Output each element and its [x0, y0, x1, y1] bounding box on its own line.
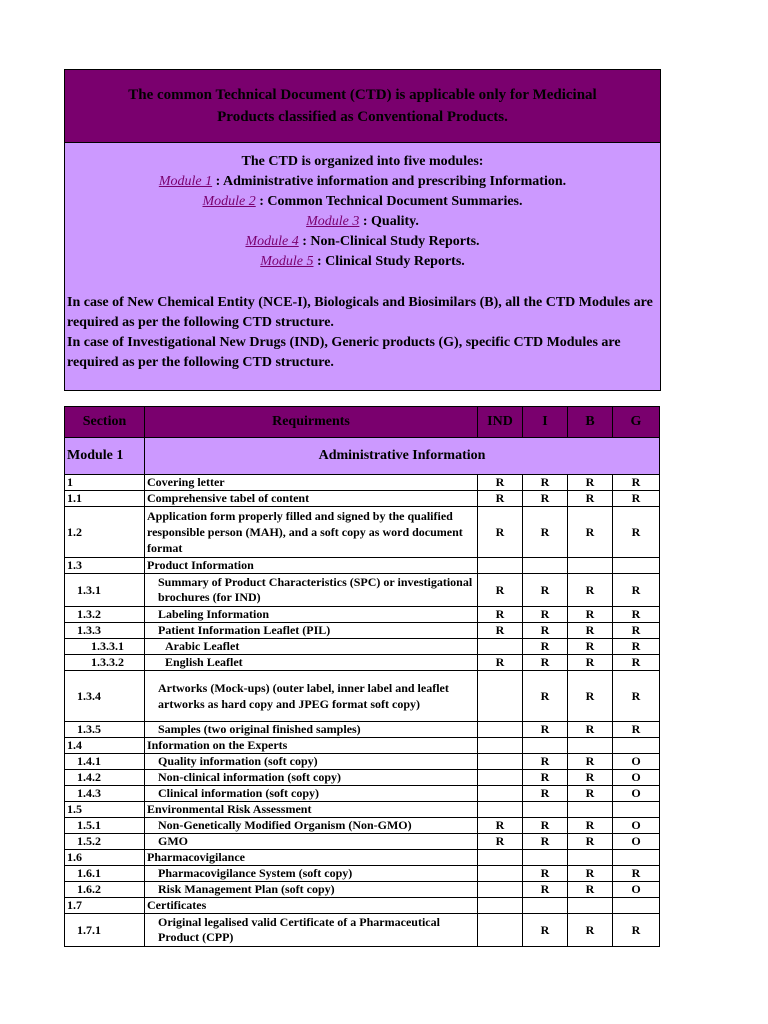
row-requirement: Comprehensive tabel of content	[145, 491, 478, 507]
row-i: R	[523, 866, 568, 882]
module-link[interactable]: Module 2	[202, 194, 256, 209]
row-b: R	[568, 623, 613, 639]
row-section: 1.7	[65, 898, 145, 914]
row-b: R	[568, 786, 613, 802]
row-ind: R	[478, 491, 523, 507]
col-section: Section	[65, 407, 145, 438]
row-ind	[478, 722, 523, 738]
row-g: O	[613, 786, 660, 802]
col-g: G	[613, 407, 660, 438]
row-section: 1.6	[65, 850, 145, 866]
row-requirement: Information on the Experts	[145, 738, 478, 754]
table-row	[65, 574, 660, 607]
row-i	[523, 558, 568, 574]
row-ind: R	[478, 607, 523, 623]
row-i: R	[523, 607, 568, 623]
row-g: R	[613, 507, 660, 558]
module-desc: : Quality.	[359, 214, 419, 229]
row-i: R	[523, 722, 568, 738]
row-requirement: Non-Genetically Modified Organism (Non-GMO)	[145, 818, 478, 834]
row-b: R	[568, 770, 613, 786]
row-ind	[478, 898, 523, 914]
table-row	[65, 475, 660, 491]
row-b: R	[568, 507, 613, 558]
row-section: 1.3.2	[65, 607, 145, 623]
row-section: 1.6.2	[65, 882, 145, 898]
row-b: R	[568, 671, 613, 722]
row-ind	[478, 754, 523, 770]
table-row	[65, 491, 660, 507]
row-ind	[478, 639, 523, 655]
row-b: R	[568, 754, 613, 770]
table-row	[65, 882, 660, 898]
row-b: R	[568, 655, 613, 671]
row-g	[613, 850, 660, 866]
intro-heading: The common Technical Document (CTD) is applicable only for Medicinal Products classified as Conventional Products.	[65, 70, 660, 142]
row-b	[568, 738, 613, 754]
row-g: O	[613, 754, 660, 770]
row-requirement: Product Information	[145, 558, 478, 574]
row-g: O	[613, 834, 660, 850]
row-ind: R	[478, 623, 523, 639]
row-i: R	[523, 574, 568, 607]
row-i	[523, 738, 568, 754]
module-line	[65, 252, 660, 272]
row-i: R	[523, 770, 568, 786]
table-row	[65, 655, 660, 671]
row-g: R	[613, 607, 660, 623]
row-ind	[478, 770, 523, 786]
table-row	[65, 818, 660, 834]
row-g: R	[613, 914, 660, 947]
row-section: 1.3.5	[65, 722, 145, 738]
row-g: R	[613, 671, 660, 722]
note-ind: In case of Investigational New Drugs (IND), Generic products (G), specific CTD Modules are required as per the following CTD structure.	[67, 335, 621, 370]
row-b	[568, 558, 613, 574]
module-link[interactable]: Module 3	[306, 214, 360, 229]
row-b: R	[568, 722, 613, 738]
row-g: R	[613, 722, 660, 738]
table-row	[65, 898, 660, 914]
row-g	[613, 802, 660, 818]
row-requirement: Artworks (Mock-ups) (outer label, inner label and leaflet artworks as hard copy and JPEG format soft copy)	[145, 671, 478, 722]
row-b	[568, 802, 613, 818]
table-row	[65, 558, 660, 574]
row-requirement: Patient Information Leaflet (PIL)	[145, 623, 478, 639]
row-ind	[478, 738, 523, 754]
row-ind: R	[478, 507, 523, 558]
row-i: R	[523, 818, 568, 834]
table-row	[65, 786, 660, 802]
row-b: R	[568, 574, 613, 607]
row-b: R	[568, 818, 613, 834]
row-requirement: Non-clinical information (soft copy)	[145, 770, 478, 786]
row-requirement: Quality information (soft copy)	[145, 754, 478, 770]
row-section: 1.3.3	[65, 623, 145, 639]
row-section: 1.4.2	[65, 770, 145, 786]
row-i: R	[523, 914, 568, 947]
row-g	[613, 558, 660, 574]
module-desc: : Clinical Study Reports.	[313, 254, 465, 269]
row-ind: R	[478, 655, 523, 671]
row-i: R	[523, 507, 568, 558]
row-b	[568, 898, 613, 914]
module-link[interactable]: Module 1	[158, 174, 213, 189]
row-b	[568, 850, 613, 866]
row-requirement: Arabic Leaflet	[145, 639, 478, 655]
col-b: B	[568, 407, 613, 438]
table-row	[65, 639, 660, 655]
row-requirement: English Leaflet	[145, 655, 478, 671]
module-label: Module 1	[65, 438, 145, 475]
row-requirement: GMO	[145, 834, 478, 850]
col-requirements: Requirments	[145, 407, 478, 438]
row-requirement: Clinical information (soft copy)	[145, 786, 478, 802]
row-b: R	[568, 475, 613, 491]
table-row	[65, 738, 660, 754]
module-line	[65, 212, 660, 232]
module-desc: : Non-Clinical Study Reports.	[298, 234, 480, 249]
table-row	[65, 754, 660, 770]
row-section: 1.4.3	[65, 786, 145, 802]
row-section: 1.1	[65, 491, 145, 507]
module-title: Administrative Information	[145, 438, 660, 475]
row-section: 1	[65, 475, 145, 491]
ctd-table	[64, 406, 660, 947]
row-section: 1.3.4	[65, 671, 145, 722]
row-i	[523, 802, 568, 818]
row-b: R	[568, 639, 613, 655]
row-ind	[478, 914, 523, 947]
row-g: R	[613, 623, 660, 639]
table-row	[65, 914, 660, 947]
module-line	[65, 232, 660, 252]
row-i: R	[523, 834, 568, 850]
row-i: R	[523, 786, 568, 802]
row-g: R	[613, 574, 660, 607]
row-ind	[478, 558, 523, 574]
row-section: 1.3	[65, 558, 145, 574]
row-i: R	[523, 882, 568, 898]
table-row	[65, 623, 660, 639]
row-b: R	[568, 491, 613, 507]
module-line	[65, 172, 660, 192]
table-row	[65, 607, 660, 623]
row-section: 1.6.1	[65, 866, 145, 882]
row-requirement: Summary of Product Characteristics (SPC) or investigational brochures (for IND)	[145, 574, 478, 607]
row-ind	[478, 671, 523, 722]
row-requirement: Pharmacovigilance	[145, 850, 478, 866]
row-section: 1.4.1	[65, 754, 145, 770]
row-g: O	[613, 882, 660, 898]
row-requirement: Pharmacovigilance System (soft copy)	[145, 866, 478, 882]
col-ind: IND	[478, 407, 523, 438]
row-i	[523, 898, 568, 914]
row-g: R	[613, 491, 660, 507]
row-g: R	[613, 475, 660, 491]
row-section: 1.5.2	[65, 834, 145, 850]
modules-title: The CTD is organized into five modules:	[241, 154, 484, 169]
intro-body	[65, 142, 660, 390]
row-ind: R	[478, 818, 523, 834]
row-i: R	[523, 623, 568, 639]
row-b: R	[568, 834, 613, 850]
row-section: 1.5.1	[65, 818, 145, 834]
row-section: 1.4	[65, 738, 145, 754]
row-g: R	[613, 866, 660, 882]
row-ind	[478, 850, 523, 866]
intro-box	[64, 69, 661, 391]
row-i: R	[523, 754, 568, 770]
row-section: 1.3.3.2	[65, 655, 145, 671]
module-link[interactable]: Module 5	[260, 254, 314, 269]
row-g	[613, 898, 660, 914]
table-row	[65, 507, 660, 558]
row-section: 1.7.1	[65, 914, 145, 947]
module-desc: : Common Technical Document Summaries.	[255, 194, 523, 209]
row-ind	[478, 882, 523, 898]
row-requirement: Risk Management Plan (soft copy)	[145, 882, 478, 898]
row-requirement: Labeling Information	[145, 607, 478, 623]
row-ind: R	[478, 834, 523, 850]
row-requirement: Samples (two original finished samples)	[145, 722, 478, 738]
row-ind: R	[478, 475, 523, 491]
row-ind	[478, 786, 523, 802]
modules-list	[65, 143, 660, 272]
row-i: R	[523, 491, 568, 507]
module-link[interactable]: Module 4	[245, 234, 299, 249]
row-i: R	[523, 655, 568, 671]
row-b: R	[568, 866, 613, 882]
table-row	[65, 671, 660, 722]
row-ind: R	[478, 574, 523, 607]
notes	[65, 293, 660, 373]
row-requirement: Covering letter	[145, 475, 478, 491]
row-i: R	[523, 475, 568, 491]
row-i: R	[523, 671, 568, 722]
module-row	[65, 438, 660, 475]
row-section: 1.3.3.1	[65, 639, 145, 655]
row-requirement: Certificates	[145, 898, 478, 914]
row-g: R	[613, 639, 660, 655]
row-i: R	[523, 639, 568, 655]
module-desc: : Administrative information and prescribing Information.	[212, 174, 567, 189]
table-header	[65, 407, 660, 438]
row-requirement: Application form properly filled and signed by the qualified responsible person (MAH), and a soft copy as word document format	[145, 507, 478, 558]
row-requirement: Environmental Risk Assessment	[145, 802, 478, 818]
row-b: R	[568, 607, 613, 623]
row-g: O	[613, 818, 660, 834]
row-g: O	[613, 770, 660, 786]
table-row	[65, 834, 660, 850]
col-i: I	[523, 407, 568, 438]
row-section: 1.5	[65, 802, 145, 818]
row-section: 1.2	[65, 507, 145, 558]
table-row	[65, 850, 660, 866]
module-line	[65, 192, 660, 212]
table-row	[65, 770, 660, 786]
row-section: 1.3.1	[65, 574, 145, 607]
row-b: R	[568, 882, 613, 898]
row-requirement: Original legalised valid Certificate of a Pharmaceutical Product (CPP)	[145, 914, 478, 947]
row-g: R	[613, 655, 660, 671]
row-ind	[478, 802, 523, 818]
row-b: R	[568, 914, 613, 947]
row-i	[523, 850, 568, 866]
note-nce: In case of New Chemical Entity (NCE-I), Biologicals and Biosimilars (B), all the CTD Modules are required as per the following CTD structure.	[67, 295, 653, 330]
row-ind	[478, 866, 523, 882]
table-row	[65, 866, 660, 882]
table-row	[65, 802, 660, 818]
table-row	[65, 722, 660, 738]
row-g	[613, 738, 660, 754]
